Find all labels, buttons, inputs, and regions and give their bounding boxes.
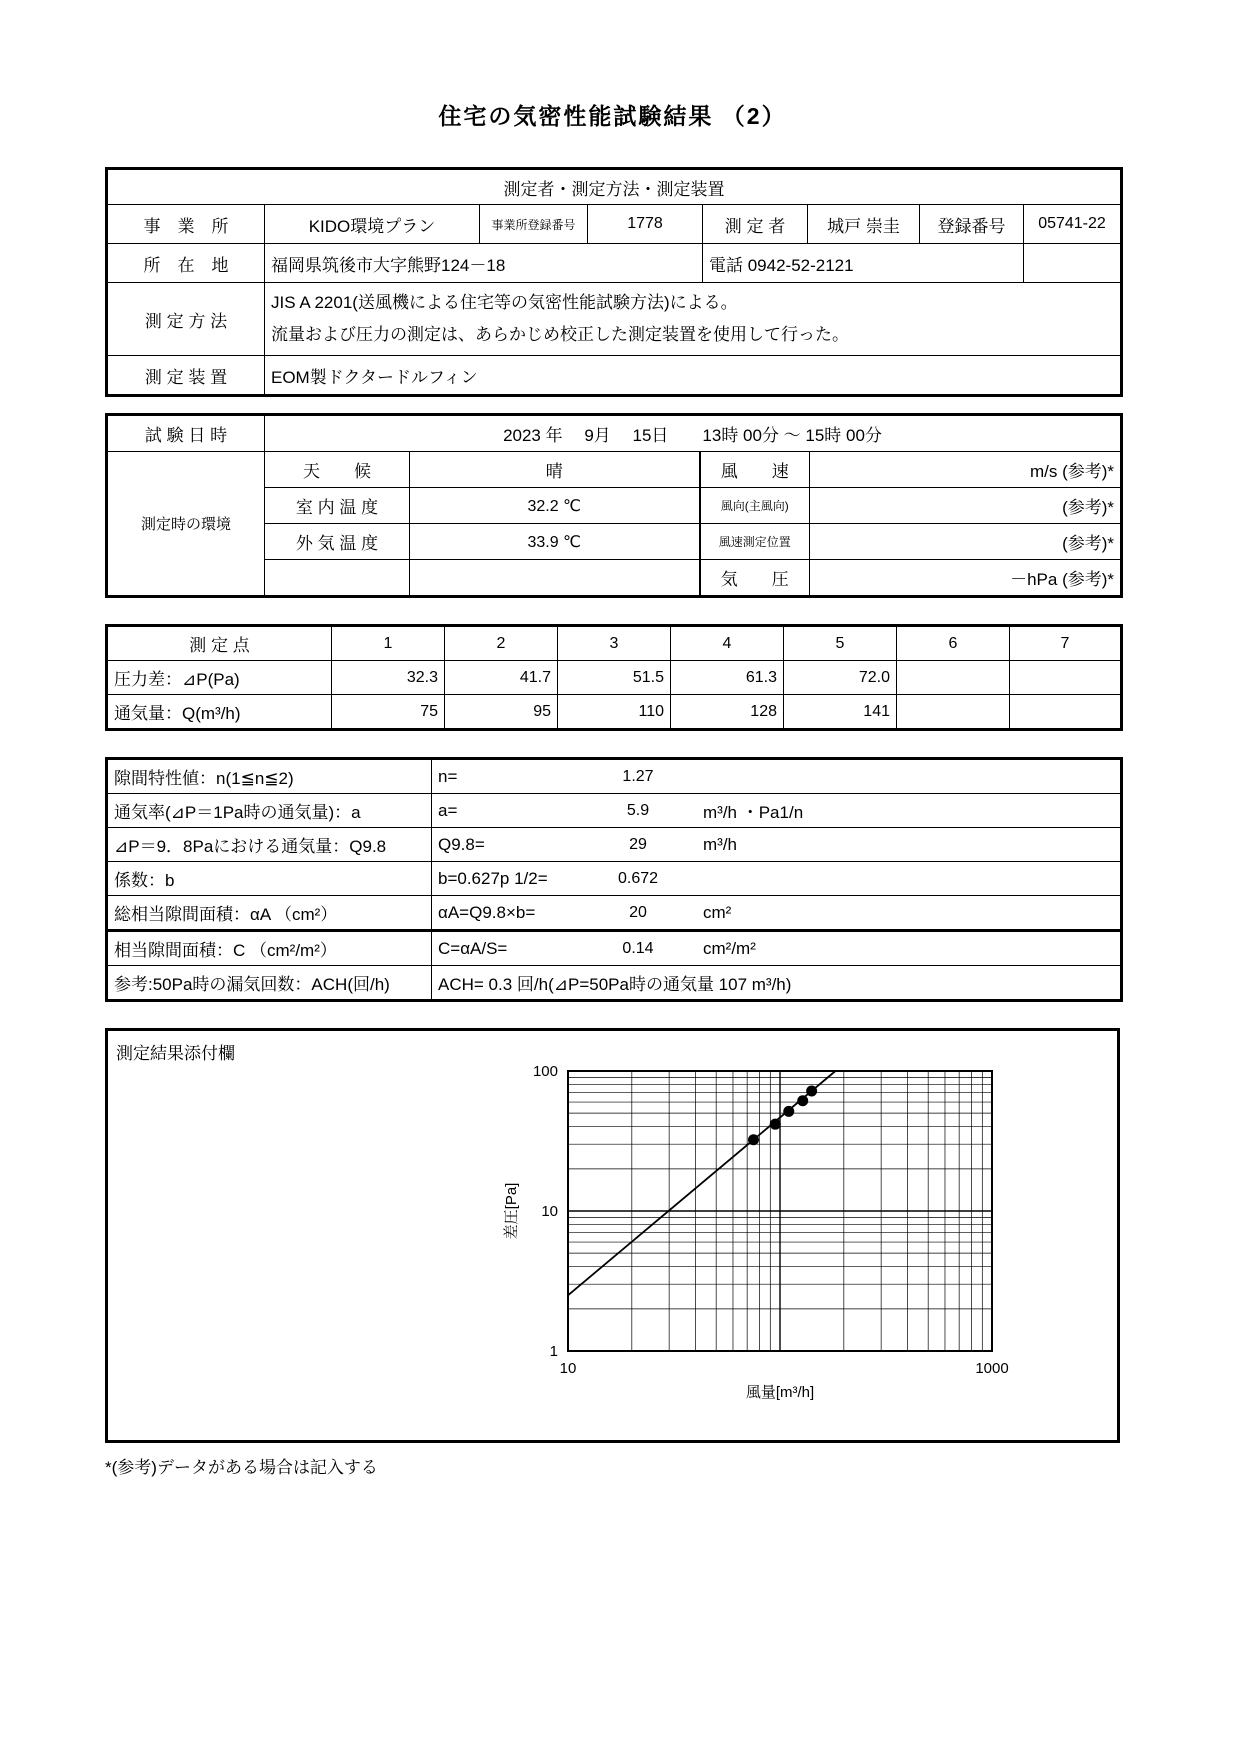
air-flow-value: 95 [445, 695, 558, 730]
outdoor-temp-value: 33.9 ℃ [410, 524, 700, 560]
q98-unit: m³/h [703, 834, 737, 854]
ach-row-content: ACH= 0.3 回/h(⊿P=50Pa時の通気量 107 m³/h) [432, 966, 1122, 1001]
air-flow-value: 75 [332, 695, 445, 730]
pressure-diff-value: 41.7 [445, 661, 558, 695]
weather-value: 晴 [410, 452, 700, 488]
c-unit: cm²/m² [703, 938, 756, 958]
wind-direction-label: 風向(主風向) [700, 488, 810, 524]
chart-fit-line [568, 1071, 835, 1295]
measurer-table-header: 測定者・測定方法・測定装置 [107, 169, 1122, 205]
point-number: 6 [897, 626, 1010, 661]
c-value: 0.14 [622, 939, 654, 957]
n-row-content [432, 759, 1122, 794]
a-value: 5.9 [626, 801, 650, 819]
weather-label: 天 候 [265, 452, 410, 488]
c-row-content [432, 931, 1122, 966]
air-flow-value: 128 [671, 695, 784, 730]
alpha-a-formula: αA=Q9.8×b= [438, 902, 536, 922]
alpha-a-row-label: 総相当隙間面積：αA （cm²） [107, 896, 432, 931]
method-line-1: JIS A 2201(送風機による住宅等の気密性能試験方法)による。 [271, 293, 738, 312]
a-row-content [432, 794, 1122, 828]
a-formula: a= [438, 800, 458, 820]
air-flow-value: 110 [558, 695, 671, 730]
empty-cell [410, 560, 700, 597]
chart [498, 1059, 1058, 1412]
c-row-label: 相当隙間面積：C （cm²/m²） [107, 931, 432, 966]
wind-position-label: 風速測定位置 [700, 524, 810, 560]
indoor-temp-value: 32.2 ℃ [410, 488, 700, 524]
business-name: KIDO環境プラン [265, 205, 480, 244]
chart-panel-label: 測定結果添付欄 [116, 1044, 235, 1063]
pressure-diff-value [1010, 661, 1122, 695]
indoor-temp-label: 室 内 温 度 [265, 488, 410, 524]
wind-speed-value: m/s (参考)* [810, 452, 1122, 488]
empty-cell [1024, 244, 1122, 283]
point-number: 2 [445, 626, 558, 661]
q98-value: 29 [629, 835, 647, 853]
reg-no: 05741-22 [1024, 205, 1122, 244]
y-tick-label: 100 [532, 1063, 558, 1080]
reg-label: 登録番号 [920, 205, 1024, 244]
n-row-label: 隙間特性値：n(1≦n≦2) [107, 759, 432, 794]
chart-ylabel: 差圧[Pa] [503, 1182, 520, 1240]
pressure-diff-value: 51.5 [558, 661, 671, 695]
a-unit: m³/h ・Pa1/n [703, 803, 804, 822]
point-number: 7 [1010, 626, 1122, 661]
pressure-diff-row-label: 圧力差：⊿P(Pa) [107, 661, 332, 695]
footnote: *(参考)データがある場合は記入する [105, 1458, 378, 1477]
pressure-diff-value [897, 661, 1010, 695]
chart-data-point [770, 1119, 781, 1130]
measurer-label: 測 定 者 [703, 205, 808, 244]
outdoor-temp-label: 外 気 温 度 [265, 524, 410, 560]
method-value [265, 283, 1122, 356]
points-table [105, 624, 1123, 731]
chart-data-point [748, 1134, 759, 1145]
points-header-label: 測 定 点 [107, 626, 332, 661]
address-value: 福岡県筑後市大字熊野124－18 [265, 244, 703, 283]
device-name: EOM製ドクタードルフィン [265, 356, 1122, 396]
b-formula: b=0.627p 1/2= [438, 868, 548, 888]
wind-position-value: (参考)* [810, 524, 1122, 560]
y-tick-label: 10 [541, 1203, 558, 1220]
point-number: 4 [671, 626, 784, 661]
empty-cell [265, 560, 410, 597]
page-title: 住宅の気密性能試験結果 （2） [438, 103, 787, 129]
chart-data-point [797, 1095, 808, 1106]
business-label: 事 業 所 [107, 205, 265, 244]
business-reg-no: 1778 [588, 205, 703, 244]
air-flow-value: 141 [784, 695, 897, 730]
a-row-label: 通気率(⊿P＝1Pa時の通気量)：a [107, 794, 432, 828]
wind-direction-value: (参考)* [810, 488, 1122, 524]
chart-panel [105, 1028, 1120, 1443]
pressure-label: 気 圧 [700, 560, 810, 597]
pressure-value: －hPa (参考)* [810, 560, 1122, 597]
measurer-table [105, 167, 1123, 397]
x-tick-label: 10 [559, 1360, 577, 1377]
point-number: 1 [332, 626, 445, 661]
q98-row-label: ⊿P＝9．8Paにおける通気量：Q9.8 [107, 828, 432, 862]
pressure-diff-value: 72.0 [784, 661, 897, 695]
phone-value: 電話 0942-52-2121 [703, 244, 1024, 283]
air-flow-value [897, 695, 1010, 730]
air-flow-value [1010, 695, 1122, 730]
b-row-label: 係数：b [107, 862, 432, 896]
chart-data-point [806, 1085, 817, 1096]
point-number: 3 [558, 626, 671, 661]
airtightness-log-log-chart [498, 1059, 1058, 1407]
chart-data-point [783, 1106, 794, 1117]
method-label: 測 定 方 法 [107, 283, 265, 356]
business-reg-label: 事業所登録番号 [480, 205, 588, 244]
b-row-content [432, 862, 1122, 896]
condition-table [105, 413, 1123, 598]
n-value: 1.27 [622, 767, 654, 785]
b-value: 0.672 [617, 869, 659, 887]
c-formula: C=αA/S= [438, 938, 508, 958]
ach-row-label: 参考:50Pa時の漏気回数：ACH(回/h) [107, 966, 432, 1001]
datetime-value: 2023 年 9月 15日 13時 00分 ～ 15時 00分 [265, 415, 1122, 452]
pressure-diff-value: 61.3 [671, 661, 784, 695]
method-line-2: 流量および圧力の測定は、あらかじめ校正した測定装置を使用して行った。 [271, 325, 849, 344]
datetime-label: 試 験 日 時 [107, 415, 265, 452]
chart-grid [568, 1071, 992, 1351]
env-label: 測定時の環境 [107, 452, 265, 597]
results-table [105, 757, 1123, 1002]
q98-formula: Q9.8= [438, 834, 485, 854]
chart-xlabel: 風量[m³/h] [745, 1384, 815, 1401]
device-label: 測 定 装 置 [107, 356, 265, 396]
q98-row-content [432, 828, 1122, 862]
address-label: 所 在 地 [107, 244, 265, 283]
alpha-a-unit: cm² [703, 902, 732, 922]
point-number: 5 [784, 626, 897, 661]
measurer-name: 城戸 崇圭 [808, 205, 920, 244]
alpha-a-value: 20 [629, 903, 647, 921]
air-flow-row-label: 通気量：Q(m³/h) [107, 695, 332, 730]
alpha-a-row-content [432, 896, 1122, 931]
n-formula: n= [438, 766, 458, 786]
wind-speed-label: 風 速 [700, 452, 810, 488]
y-tick-label: 1 [549, 1343, 558, 1360]
x-tick-label: 1000 [975, 1360, 1009, 1377]
pressure-diff-value: 32.3 [332, 661, 445, 695]
